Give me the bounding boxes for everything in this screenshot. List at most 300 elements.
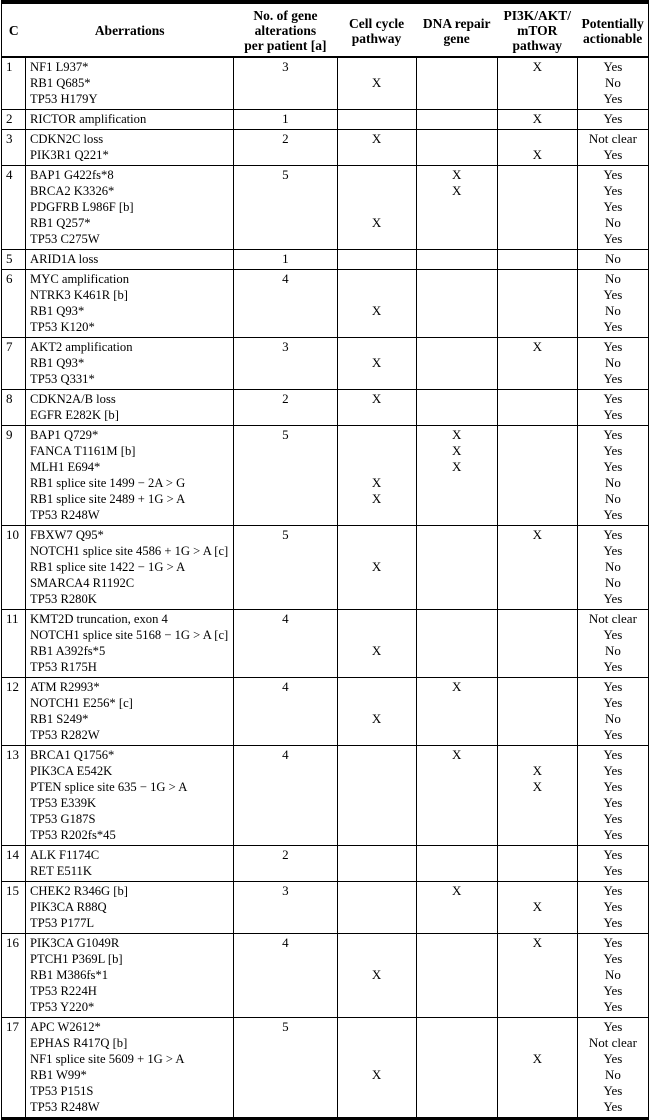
dna-repair-mark: X <box>451 183 462 198</box>
pi3k-mark <box>498 1035 577 1051</box>
pi3k-mark <box>498 319 577 335</box>
cell-cycle-mark <box>338 1099 416 1115</box>
cell-cycle-mark <box>338 427 416 443</box>
cell-cycle-mark: X <box>371 303 382 318</box>
pi3k-cell <box>497 1018 577 1119</box>
actionable-value: Yes <box>603 147 623 162</box>
dna-repair-mark: X <box>451 443 462 458</box>
aberration-label: TP53 P151S <box>30 1084 94 1098</box>
aberration-label: NOTCH1 splice site 5168 − 1G > A [c] <box>30 628 229 642</box>
cell-cycle-mark <box>338 863 416 879</box>
case-number-cell <box>2 250 26 270</box>
dna-repair-mark <box>417 727 497 743</box>
cell-cycle-mark: X <box>371 967 382 982</box>
dna-repair-mark <box>417 1083 497 1099</box>
dna-repair-cell <box>416 1018 497 1119</box>
alterations-count: 1 <box>282 251 289 266</box>
dna-repair-mark: X <box>451 679 462 694</box>
aberration-label: TP53 G187S <box>30 812 96 826</box>
table-row <box>2 678 649 746</box>
cell-cycle-cell <box>337 678 416 746</box>
cell-cycle-cell <box>337 610 416 678</box>
actionable-value: Yes <box>603 407 623 422</box>
actionable-cell <box>577 57 648 110</box>
alterations-count: 5 <box>282 1019 289 1034</box>
table-row <box>2 1018 649 1119</box>
aberration-label: APC W2612* <box>30 1020 101 1034</box>
aberration-label: TP53 R202fs*45 <box>30 828 116 842</box>
cell-cycle-mark <box>338 827 416 843</box>
cell-cycle-cell <box>337 338 416 390</box>
aberration-label: TP53 P177L <box>30 916 95 930</box>
dna-repair-mark: X <box>451 427 462 442</box>
dna-repair-cell <box>416 250 497 270</box>
alterations-count-cell <box>234 882 337 934</box>
actionable-value: Yes <box>603 763 623 778</box>
pi3k-cell <box>497 746 577 846</box>
case-number-cell <box>2 57 26 110</box>
aberration-label: RB1 W99* <box>30 1068 87 1082</box>
cell-cycle-mark <box>338 727 416 743</box>
cell-cycle-mark: X <box>371 711 382 726</box>
actionable-cell <box>577 250 648 270</box>
aberration-label: KMT2D truncation, exon 4 <box>30 612 168 626</box>
alterations-count-cell <box>234 130 337 166</box>
actionable-value: No <box>604 303 621 318</box>
cell-cycle-mark <box>338 407 416 423</box>
aberrations-cell <box>26 882 234 934</box>
aberration-label: BAP1 Q729* <box>30 428 99 442</box>
aberration-label: EGFR E282K [b] <box>30 408 119 422</box>
cell-cycle-mark: X <box>371 1067 382 1082</box>
table-row <box>2 846 649 882</box>
actionable-cell <box>577 610 648 678</box>
dna-repair-mark <box>417 795 497 811</box>
cell-cycle-mark <box>338 915 416 931</box>
pi3k-mark <box>498 391 577 407</box>
dna-repair-mark <box>417 319 497 335</box>
case-number-cell <box>2 678 26 746</box>
alterations-count-cell <box>234 678 337 746</box>
actionable-cell <box>577 426 648 526</box>
cell-cycle-mark <box>338 747 416 763</box>
case-number-cell <box>2 746 26 846</box>
dna-repair-mark <box>417 111 497 127</box>
dna-repair-mark: X <box>451 883 462 898</box>
aberration-label: TP53 R224H <box>30 984 97 998</box>
aberration-label: NTRK3 K461R [b] <box>30 288 128 302</box>
pi3k-cell <box>497 610 577 678</box>
table-row <box>2 934 649 1018</box>
alterations-count: 4 <box>282 935 289 950</box>
aberrations-cell <box>26 746 234 846</box>
case-number: 3 <box>6 131 13 146</box>
dna-repair-mark <box>417 659 497 675</box>
cell-cycle-mark <box>338 659 416 675</box>
pi3k-cell <box>497 270 577 338</box>
actionable-value: Yes <box>603 443 623 458</box>
cell-cycle-cell <box>337 1018 416 1119</box>
pi3k-mark <box>498 951 577 967</box>
actionable-value: Yes <box>603 183 623 198</box>
aberration-label: TP53 E339K <box>30 796 97 810</box>
cell-cycle-mark <box>338 779 416 795</box>
aberration-label: TP53 R282W <box>30 728 100 742</box>
aberration-label: TP53 Q331* <box>30 372 95 386</box>
cell-cycle-mark <box>338 695 416 711</box>
table-row <box>2 110 649 130</box>
actionable-cell <box>577 270 648 338</box>
aberration-label: CDKN2A/B loss <box>30 392 116 406</box>
aberrations-cell <box>26 270 234 338</box>
actionable-value: Yes <box>603 91 623 106</box>
aberration-label: AKT2 amplification <box>30 340 133 354</box>
actionable-value: Yes <box>603 339 623 354</box>
actionable-value: Yes <box>603 371 623 386</box>
pi3k-mark <box>498 915 577 931</box>
actionable-value: Not clear <box>588 131 637 146</box>
cell-cycle-mark <box>338 287 416 303</box>
aberrations-cell <box>26 338 234 390</box>
dna-repair-mark <box>417 695 497 711</box>
actionable-value: No <box>604 215 621 230</box>
dna-repair-cell <box>416 110 497 130</box>
actionable-cell <box>577 130 648 166</box>
actionable-value: Yes <box>603 747 623 762</box>
dna-repair-mark <box>417 915 497 931</box>
dna-repair-mark <box>417 967 497 983</box>
dna-repair-cell <box>416 846 497 882</box>
aberration-label: TP53 R248W <box>30 1100 100 1114</box>
pi3k-mark <box>498 883 577 899</box>
dna-repair-mark <box>417 1099 497 1115</box>
pi3k-mark <box>498 999 577 1015</box>
cell-cycle-mark <box>338 443 416 459</box>
pi3k-cell <box>497 57 577 110</box>
dna-repair-mark <box>417 303 497 319</box>
cell-cycle-cell <box>337 110 416 130</box>
actionable-cell <box>577 110 648 130</box>
cell-cycle-mark <box>338 507 416 523</box>
table-row <box>2 166 649 250</box>
dna-repair-mark <box>417 779 497 795</box>
aberrations-cell <box>26 934 234 1018</box>
actionable-value: No <box>604 251 621 266</box>
column-header-pi3k: PI3K/AKT/ mTOR pathway <box>503 8 572 53</box>
case-number: 14 <box>6 847 19 862</box>
actionable-value: Yes <box>603 847 623 862</box>
aberration-label: PIK3CA R88Q <box>30 900 107 914</box>
aberration-label: RB1 M386fs*1 <box>30 968 109 982</box>
case-number-cell <box>2 270 26 338</box>
cell-cycle-cell <box>337 130 416 166</box>
cell-cycle-cell <box>337 882 416 934</box>
actionable-cell <box>577 390 648 426</box>
aberration-label: SMARCA4 R1192C <box>30 576 135 590</box>
pi3k-mark <box>498 303 577 319</box>
aberration-label: ARID1A loss <box>30 252 99 266</box>
dna-repair-mark <box>417 999 497 1015</box>
pi3k-mark: X <box>532 111 542 126</box>
alterations-count-cell <box>234 610 337 678</box>
cell-cycle-mark <box>338 811 416 827</box>
aberration-label: TP53 K120* <box>30 320 95 334</box>
dna-repair-mark <box>417 1019 497 1035</box>
aberration-label: TP53 Y220* <box>30 1000 95 1014</box>
dna-repair-mark <box>417 763 497 779</box>
alterations-count: 4 <box>282 679 289 694</box>
actionable-value: Yes <box>603 231 623 246</box>
dna-repair-mark <box>417 391 497 407</box>
pi3k-mark <box>498 91 577 107</box>
actionable-value: Yes <box>603 727 623 742</box>
actionable-value: No <box>604 643 621 658</box>
actionable-cell <box>577 338 648 390</box>
case-number: 17 <box>6 1019 19 1034</box>
cell-cycle-mark <box>338 319 416 335</box>
pi3k-mark <box>498 627 577 643</box>
cell-cycle-cell <box>337 526 416 610</box>
dna-repair-mark: X <box>451 459 462 474</box>
pi3k-mark <box>498 543 577 559</box>
pi3k-mark <box>498 199 577 215</box>
cell-cycle-mark: X <box>371 355 382 370</box>
dna-repair-cell <box>416 390 497 426</box>
pi3k-mark: X <box>532 59 542 74</box>
dna-repair-mark <box>417 475 497 491</box>
case-number: 4 <box>6 167 13 182</box>
dna-repair-mark <box>417 643 497 659</box>
actionable-value: Yes <box>603 951 623 966</box>
aberration-label: BRCA2 K3326* <box>30 184 115 198</box>
actionable-cell <box>577 526 648 610</box>
pi3k-mark <box>498 287 577 303</box>
table-header <box>2 2 649 57</box>
dna-repair-cell <box>416 426 497 526</box>
pi3k-cell <box>497 166 577 250</box>
aberrations-cell <box>26 846 234 882</box>
cell-cycle-mark: X <box>371 643 382 658</box>
dna-repair-mark <box>417 287 497 303</box>
case-number: 12 <box>6 679 19 694</box>
pi3k-mark <box>498 1099 577 1115</box>
case-number: 9 <box>6 427 13 442</box>
pi3k-mark <box>498 475 577 491</box>
column-header-dna-repair: DNA repair gene <box>422 15 491 46</box>
cell-cycle-mark <box>338 371 416 387</box>
actionable-cell <box>577 1018 648 1119</box>
actionable-value: Yes <box>603 827 623 842</box>
dna-repair-mark <box>417 935 497 951</box>
alterations-count-cell <box>234 338 337 390</box>
aberration-label: ALK F1174C <box>30 848 100 862</box>
actionable-value: Yes <box>603 863 623 878</box>
dna-repair-mark <box>417 951 497 967</box>
cell-cycle-mark <box>338 983 416 999</box>
actionable-cell <box>577 934 648 1018</box>
aberration-label: RB1 splice site 1499 − 2A > G <box>30 476 186 490</box>
dna-repair-mark <box>417 91 497 107</box>
aberrations-cell <box>26 110 234 130</box>
cell-cycle-cell <box>337 270 416 338</box>
dna-repair-mark <box>417 147 497 163</box>
dna-repair-mark <box>417 407 497 423</box>
actionable-value: Not clear <box>588 611 637 626</box>
pi3k-mark: X <box>532 147 542 162</box>
pi3k-mark <box>498 575 577 591</box>
dna-repair-mark <box>417 271 497 287</box>
dna-repair-mark <box>417 251 497 267</box>
aberrations-cell <box>26 390 234 426</box>
cell-cycle-mark <box>338 1083 416 1099</box>
aberration-label: TP53 H179Y <box>30 92 98 106</box>
actionable-value: Not clear <box>588 1035 637 1050</box>
pi3k-mark <box>498 967 577 983</box>
cell-cycle-mark <box>338 575 416 591</box>
aberration-label: TP53 R175H <box>30 660 97 674</box>
aberration-label: RB1 splice site 2489 + 1G > A <box>30 492 186 506</box>
aberrations-cell <box>26 678 234 746</box>
alterations-count: 2 <box>282 131 289 146</box>
dna-repair-cell <box>416 746 497 846</box>
aberration-label: BAP1 G422fs*8 <box>30 168 114 182</box>
actionable-cell <box>577 882 648 934</box>
aberration-label: NF1 L937* <box>30 60 89 74</box>
alterations-count: 4 <box>282 747 289 762</box>
dna-repair-cell <box>416 57 497 110</box>
pi3k-mark <box>498 491 577 507</box>
cell-cycle-mark <box>338 999 416 1015</box>
alterations-count: 4 <box>282 611 289 626</box>
cell-cycle-cell <box>337 846 416 882</box>
alterations-count-cell <box>234 746 337 846</box>
column-header-aberrations: Aberrations <box>94 23 165 38</box>
cell-cycle-mark <box>338 231 416 247</box>
cell-cycle-mark <box>338 251 416 267</box>
actionable-value: No <box>604 271 621 286</box>
alterations-count: 3 <box>282 883 289 898</box>
cell-cycle-mark: X <box>371 491 382 506</box>
actionable-value: Yes <box>603 915 623 930</box>
actionable-value: Yes <box>603 527 623 542</box>
aberrations-cell <box>26 130 234 166</box>
pi3k-mark: X <box>532 1051 542 1066</box>
alterations-count-cell <box>234 526 337 610</box>
table-row <box>2 882 649 934</box>
table-row <box>2 130 649 166</box>
cell-cycle-cell <box>337 934 416 1018</box>
aberrations-cell <box>26 426 234 526</box>
actionable-value: No <box>604 75 621 90</box>
pi3k-mark <box>498 1019 577 1035</box>
pi3k-mark <box>498 271 577 287</box>
dna-repair-mark <box>417 131 497 147</box>
case-number: 11 <box>6 611 19 626</box>
cell-cycle-mark <box>338 627 416 643</box>
case-number: 1 <box>6 59 13 74</box>
cell-cycle-mark <box>338 199 416 215</box>
case-number: 10 <box>6 527 19 542</box>
aberration-label: PDGFRB L986F [b] <box>30 200 134 214</box>
actionable-value: Yes <box>603 111 623 126</box>
pi3k-mark <box>498 711 577 727</box>
dna-repair-mark <box>417 863 497 879</box>
dna-repair-mark <box>417 627 497 643</box>
dna-repair-cell <box>416 338 497 390</box>
alterations-count: 3 <box>282 59 289 74</box>
aberrations-cell <box>26 166 234 250</box>
alterations-count: 2 <box>282 847 289 862</box>
pi3k-mark: X <box>532 935 542 950</box>
cell-cycle-mark <box>338 795 416 811</box>
aberration-label: FBXW7 Q95* <box>30 528 104 542</box>
cell-cycle-mark: X <box>371 391 382 406</box>
actionable-value: No <box>604 1067 621 1082</box>
dna-repair-mark <box>417 983 497 999</box>
aberration-label: MYC amplification <box>30 272 130 286</box>
cell-cycle-mark <box>338 527 416 543</box>
pi3k-cell <box>497 882 577 934</box>
cell-cycle-mark <box>338 59 416 75</box>
table-row <box>2 746 649 846</box>
actionable-value: Yes <box>603 59 623 74</box>
actionable-value: Yes <box>603 459 623 474</box>
alterations-count-cell <box>234 110 337 130</box>
pi3k-mark <box>498 75 577 91</box>
cell-cycle-cell <box>337 250 416 270</box>
dna-repair-mark <box>417 1051 497 1067</box>
dna-repair-mark <box>417 59 497 75</box>
pi3k-mark <box>498 679 577 695</box>
dna-repair-mark <box>417 1035 497 1051</box>
aberration-label: TP53 C275W <box>30 232 100 246</box>
table-row <box>2 610 649 678</box>
case-number-cell <box>2 882 26 934</box>
pi3k-mark <box>498 983 577 999</box>
dna-repair-mark: X <box>451 167 462 182</box>
actionable-value: No <box>604 559 621 574</box>
pi3k-mark <box>498 747 577 763</box>
alterations-count-cell <box>234 166 337 250</box>
pi3k-cell <box>497 526 577 610</box>
dna-repair-cell <box>416 882 497 934</box>
pi3k-mark <box>498 863 577 879</box>
table-row <box>2 426 649 526</box>
actionable-value: Yes <box>603 507 623 522</box>
pi3k-mark <box>498 183 577 199</box>
aberration-label: ATM R2993* <box>30 680 100 694</box>
actionable-value: No <box>604 355 621 370</box>
case-number-cell <box>2 610 26 678</box>
pi3k-mark <box>498 231 577 247</box>
pi3k-mark <box>498 507 577 523</box>
aberration-label: RET E511K <box>30 864 92 878</box>
actionable-value: No <box>604 575 621 590</box>
aberration-label: TP53 R248W <box>30 508 100 522</box>
pi3k-mark <box>498 643 577 659</box>
cell-cycle-mark: X <box>371 215 382 230</box>
actionable-value: Yes <box>603 627 623 642</box>
alterations-count: 5 <box>282 167 289 182</box>
aberration-label: RB1 Q93* <box>30 356 85 370</box>
dna-repair-cell <box>416 610 497 678</box>
actionable-value: Yes <box>603 287 623 302</box>
aberration-label: NOTCH1 E256* [c] <box>30 696 133 710</box>
case-number: 8 <box>6 391 13 406</box>
actionable-value: Yes <box>603 899 623 914</box>
actionable-value: Yes <box>603 199 623 214</box>
cell-cycle-mark <box>338 847 416 863</box>
